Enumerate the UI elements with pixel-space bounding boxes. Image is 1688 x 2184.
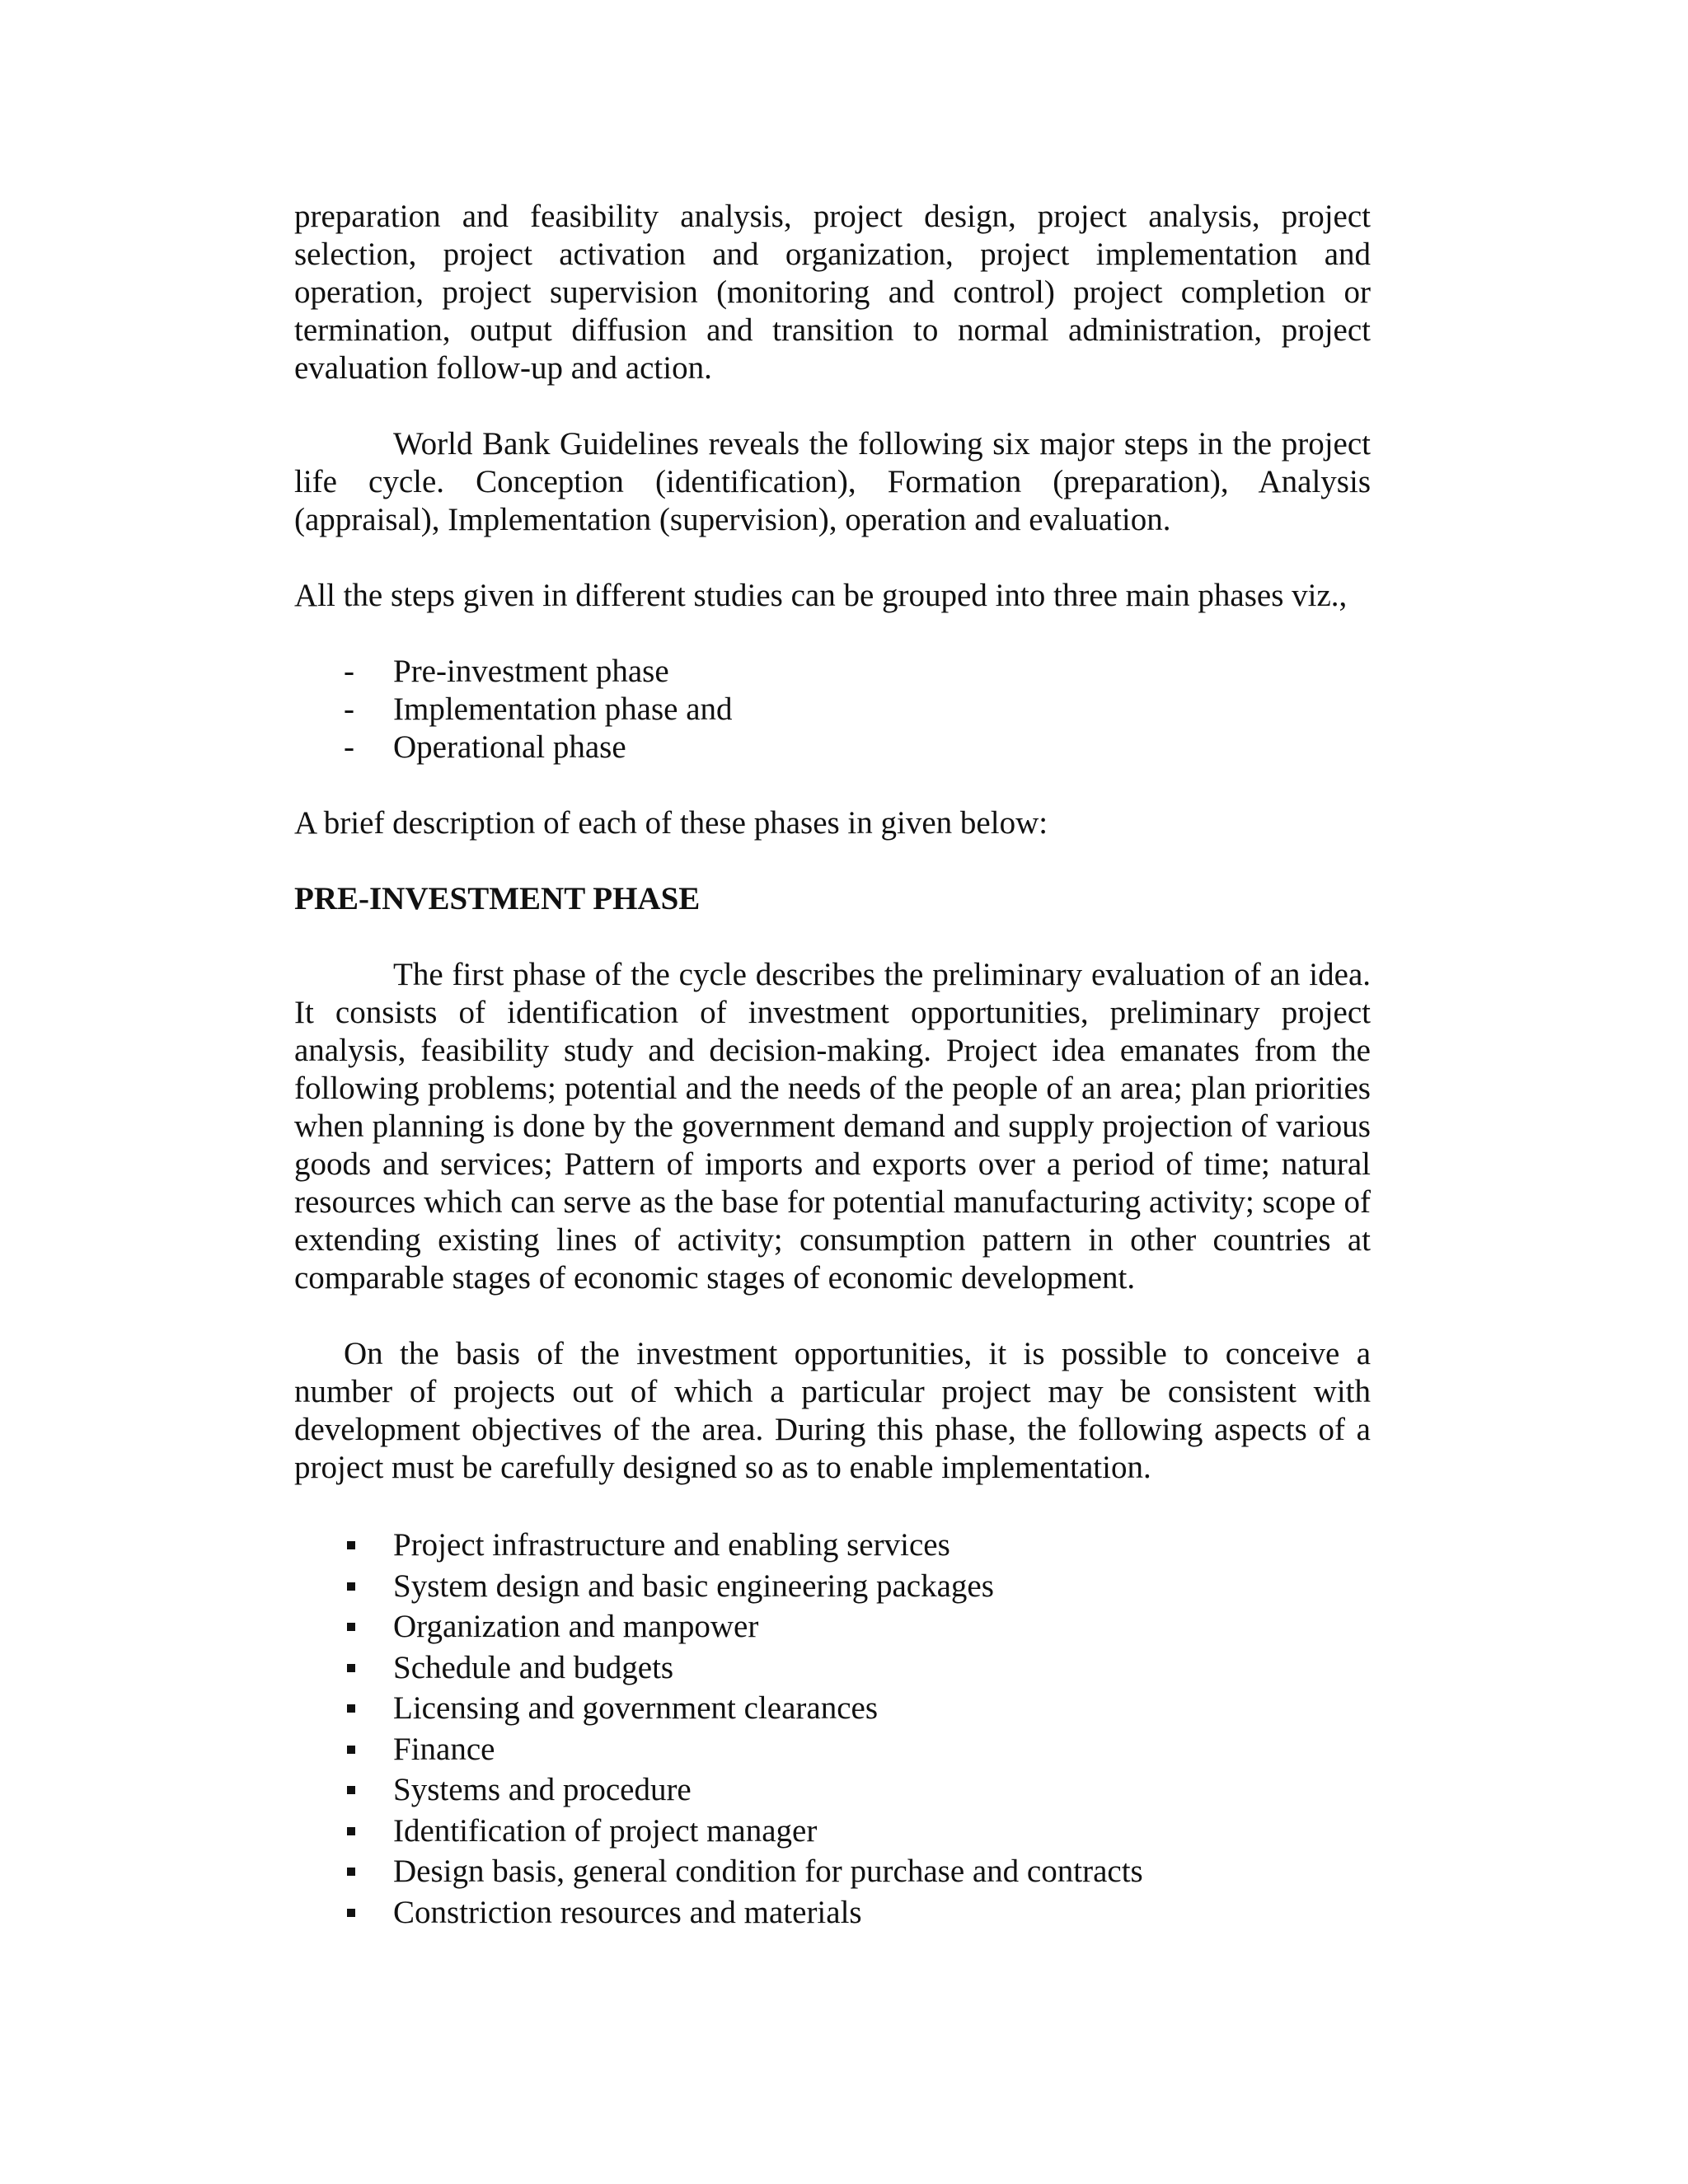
phases-list	[294, 653, 1371, 766]
square-bullet-icon	[347, 1786, 355, 1794]
document-page	[294, 198, 1371, 1933]
paragraph-first-phase: The first phase of the cycle describes the preliminary evaluation of an idea. It consists of identification of investment opportunities, preliminary project analysis, feasibility study and decision-making. Project idea emanates from the following problems; potential and the needs of the people of an area; plan priorities when planning is done by the government demand and supply projection of various goods and services; Pattern of imports and exports over a period of time; natural resources which can serve as the base for potential manufacturing activity; scope of extending existing lines of activity; consumption pattern in other countries at comparable stages of economic stages of economic development.	[294, 957, 1371, 1296]
list-item	[294, 1811, 1371, 1852]
square-bullet-icon	[347, 1704, 355, 1713]
list-item-label: Pre-investment phase	[393, 654, 669, 689]
square-bullet-icon	[347, 1541, 355, 1549]
square-bullet-icon	[347, 1827, 355, 1835]
list-item	[294, 729, 1371, 766]
list-item	[294, 1851, 1371, 1892]
list-item	[294, 1525, 1371, 1566]
paragraph-world-bank-guidelines: World Bank Guidelines reveals the following six major steps in the project life cycle. Conception (identification), Formation (preparation), Analysis (appraisal), Implementation (supervision), operation and evaluation.	[294, 426, 1371, 537]
list-item	[294, 1647, 1371, 1689]
dash-marker: -	[344, 654, 354, 689]
list-item	[294, 1688, 1371, 1729]
dash-marker: -	[344, 729, 354, 765]
aspects-list	[294, 1525, 1371, 1933]
list-item-label: Organization and manpower	[393, 1609, 759, 1644]
list-item	[294, 653, 1371, 691]
list-item-label: Operational phase	[393, 729, 626, 765]
list-item	[294, 1566, 1371, 1607]
list-item-label: Licensing and government clearances	[393, 1690, 878, 1726]
list-item	[294, 1729, 1371, 1770]
list-item	[294, 1606, 1371, 1647]
list-item	[294, 691, 1371, 729]
square-bullet-icon	[347, 1746, 355, 1754]
square-bullet-icon	[347, 1582, 355, 1591]
paragraph-investment-opportunities: On the basis of the investment opportunities, it is possible to conceive a number of projects out of which a particular project may be consistent with development objectives of the area. During this phase, the following aspects of a project must be carefully designed so as to enable implementation.	[294, 1336, 1371, 1485]
list-item-label: Implementation phase and	[393, 691, 733, 727]
list-item-label: System design and basic engineering packages	[393, 1568, 994, 1604]
list-item-label: Identification of project manager	[393, 1812, 818, 1849]
list-item-label: Schedule and budgets	[393, 1649, 674, 1685]
square-bullet-icon	[347, 1868, 355, 1876]
square-bullet-icon	[347, 1623, 355, 1631]
dash-marker: -	[344, 691, 354, 727]
section-heading: PRE-INVESTMENT PHASE	[294, 881, 701, 916]
square-bullet-icon	[347, 1664, 355, 1672]
list-item-label: Design basis, general condition for purchase and contracts	[393, 1854, 1143, 1889]
list-item-label: Systems and procedure	[393, 1772, 692, 1807]
paragraph-phases-of-project: preparation and feasibility analysis, project design, project analysis, project selection, project activation and organization, project implementation and operation, project supervision (monitoring and control) project completion or termination, output diffusion and transition to normal administration, project evaluation follow-up and action.	[294, 199, 1371, 386]
square-bullet-icon	[347, 1909, 355, 1917]
list-item-label: Project infrastructure and enabling services	[393, 1527, 950, 1563]
paragraph-three-phases-intro: All the steps given in different studies can be grouped into three main phases viz.,	[294, 578, 1348, 613]
list-item-label: Constriction resources and materials	[393, 1894, 862, 1930]
list-item	[294, 1769, 1371, 1811]
list-item	[294, 1892, 1371, 1933]
paragraph-brief-description: A brief description of each of these phases in given below:	[294, 805, 1048, 841]
list-item-label: Finance	[393, 1731, 495, 1767]
